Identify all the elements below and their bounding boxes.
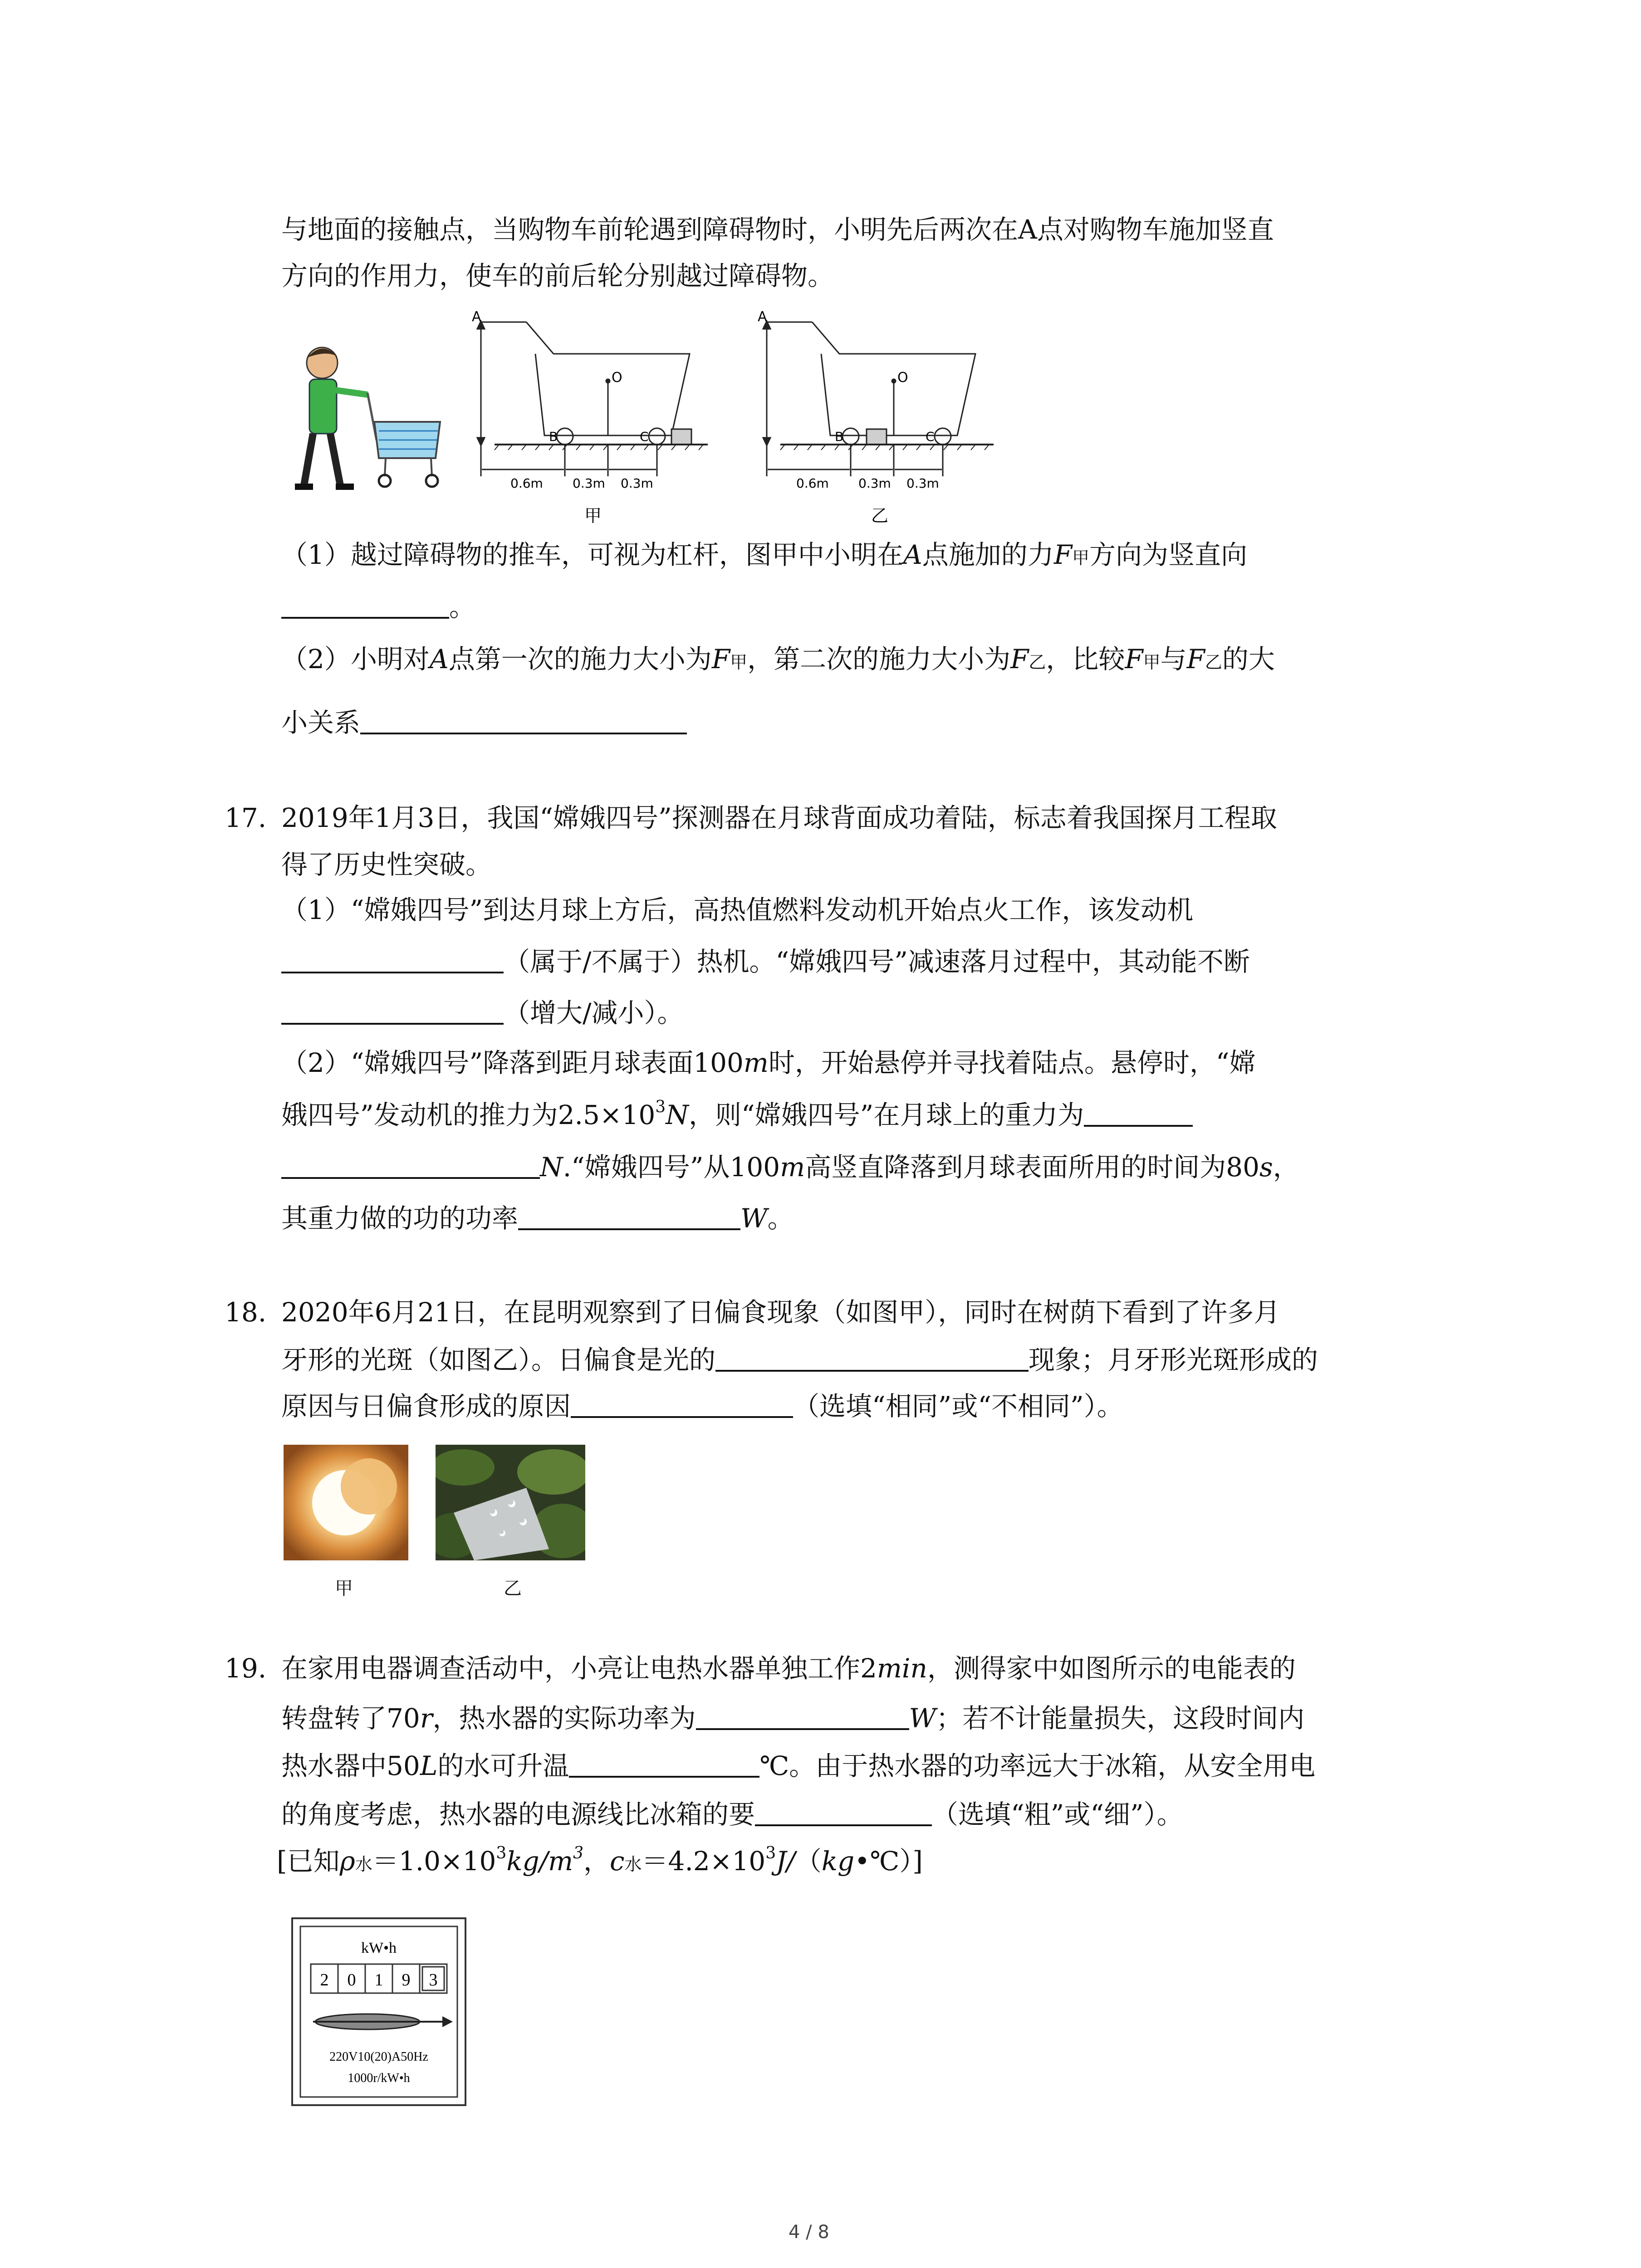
dim-03m-b-yi: 0.3m [906, 476, 939, 491]
superscript: 3 [496, 1844, 507, 1862]
var-f: F [1125, 644, 1143, 675]
text: •℃）] [854, 1846, 923, 1877]
partial-solar-eclipse-photo [284, 1445, 408, 1560]
text: （选填“相同”或“不相同”）。 [793, 1391, 1123, 1422]
text: （ [795, 1846, 822, 1877]
text: ， [1273, 1152, 1299, 1183]
unit: W [740, 1203, 768, 1234]
meter-unit-label: kW•h [361, 1940, 397, 1956]
var-f: F [1010, 644, 1029, 675]
caption-yi-q18: 乙 [504, 1578, 522, 1599]
text: 转盘转了70 [281, 1703, 420, 1734]
superscript: 3 [655, 1098, 666, 1116]
label-c-jia: C [640, 429, 649, 444]
caption-jia: 甲 [584, 506, 602, 526]
text: 现象；月牙形光斑形成的 [1029, 1344, 1318, 1375]
text: ，比较 [1046, 644, 1125, 675]
text: 。 [449, 591, 476, 622]
q18-line2 [281, 1343, 1318, 1377]
dim-03m-a-yi: 0.3m [858, 476, 891, 491]
q19-line3 [281, 1749, 1315, 1783]
unit: kg [821, 1846, 855, 1877]
text: （1）越过障碍物的推车，可视为杠杆，图甲中小明在 [281, 539, 903, 570]
subscript: 甲 [730, 652, 748, 672]
unit: N [540, 1152, 563, 1183]
answer-blank[interactable] [696, 1701, 909, 1730]
answer-blank[interactable] [569, 1749, 759, 1778]
text: ℃。由于热水器的功率远大于冰箱，从安全用电 [759, 1750, 1316, 1781]
answer-blank[interactable] [281, 590, 449, 619]
meter-spec-label: 220V10(20)A50Hz [329, 2050, 428, 2064]
text: 小关系 [281, 707, 361, 738]
crescent-light-spots-photo [436, 1445, 585, 1560]
meter-digit-5: 3 [429, 1970, 438, 1989]
dim-06m-yi: 0.6m [796, 476, 829, 491]
subscript: 乙 [1205, 652, 1222, 672]
text: 其重力做的功的功率 [281, 1203, 519, 1234]
electricity-meter-figure [290, 1916, 467, 2107]
q18-line1: 2020年6月21日，在昆明观察到了日偏食现象（如图甲），同时在树荫下看到了许多月 [281, 1297, 1280, 1328]
text: 与 [1160, 644, 1187, 675]
text: （增大/减小）。 [504, 997, 684, 1028]
q17-line4 [281, 944, 1250, 979]
meter-digit-3: 1 [374, 1970, 383, 1989]
shopping-cart-lever-figure [281, 308, 1043, 535]
subscript: 水 [355, 1854, 372, 1874]
label-b-jia: B [549, 429, 558, 444]
dim-03m-a-jia: 0.3m [573, 476, 605, 491]
label-a-jia: A [472, 309, 481, 325]
text: ， [583, 1846, 610, 1877]
q17-line6 [281, 1046, 1256, 1080]
answer-blank[interactable] [571, 1389, 793, 1418]
text: 热水器中50 [281, 1750, 420, 1781]
label-a-yi: A [758, 309, 767, 325]
q19-line2 [281, 1701, 1304, 1735]
q17-line2: 得了历史性突破。 [281, 849, 492, 880]
answer-blank[interactable] [281, 944, 504, 973]
symbol: c [610, 1846, 625, 1877]
label-o-jia: O [612, 370, 622, 386]
text: 方向为竖直向 [1089, 539, 1248, 570]
intro-line-1: 与地面的接触点，当购物车前轮遇到障碍物时，小明先后两次在A点对购物车施加竖直 [281, 214, 1274, 245]
q17-line7 [281, 1098, 1193, 1132]
dim-03m-b-jia: 0.3m [621, 476, 653, 491]
text: 高竖直降落到月球表面所用的时间为80 [805, 1152, 1260, 1183]
unit: L [420, 1750, 438, 1781]
answer-blank[interactable] [281, 1150, 540, 1179]
subscript: 水 [624, 1854, 642, 1874]
text: [已知 [277, 1846, 340, 1877]
unit: J/ [776, 1846, 795, 1877]
superscript: 3 [765, 1844, 776, 1862]
var-a: A [429, 644, 449, 675]
q17-line3: （1）“嫦娥四号”到达月球上方后，高热值燃料发动机开始点火工作，该发动机 [281, 894, 1194, 925]
meter-rate-label: 1000r/kW•h [348, 2071, 410, 2085]
var-f: F [1053, 539, 1073, 570]
dim-06m-jia: 0.6m [510, 476, 543, 491]
q17-line8 [281, 1150, 1299, 1184]
text: 的水可升温 [437, 1750, 569, 1781]
answer-blank[interactable] [518, 1201, 740, 1230]
answer-blank[interactable] [1084, 1098, 1193, 1127]
text: ，热水器的实际功率为 [432, 1703, 696, 1734]
q17-number: 17. [225, 802, 267, 833]
symbol: ρ [339, 1846, 355, 1877]
unit: r [420, 1703, 433, 1734]
q17-line5 [281, 996, 684, 1030]
unit: m [743, 1047, 769, 1078]
answer-blank[interactable] [755, 1797, 932, 1826]
label-o-yi: O [897, 370, 908, 386]
text: （2）小明对 [281, 644, 430, 675]
text: 时，开始悬停并寻找着陆点。悬停时，“嫦 [768, 1047, 1256, 1078]
q19-line1 [281, 1651, 1296, 1686]
unit: m [780, 1152, 805, 1183]
text: ＝4.2×10 [642, 1846, 766, 1877]
boy-pushing-cart-illustration [295, 347, 440, 490]
text: 点第一次的施力大小为 [448, 644, 712, 675]
q18-number: 18. [225, 1297, 267, 1328]
text: .“嫦娥四号”从100 [563, 1152, 780, 1183]
text: （选填“粗”或“细”）。 [932, 1799, 1183, 1830]
answer-blank[interactable] [360, 705, 687, 734]
text: 点施加的力 [922, 539, 1054, 570]
unit: kg/m [506, 1846, 573, 1877]
subscript: 甲 [1143, 652, 1161, 672]
text: 牙形的光斑（如图乙）。日偏食是光的 [281, 1344, 716, 1375]
text: 原因与日偏食形成的原因 [281, 1391, 571, 1422]
text: 。 [767, 1203, 794, 1234]
text: 在家用电器调查活动中，小亮让电热水器单独工作2 [281, 1653, 877, 1684]
intro-line-2: 方向的作用力，使车的前后轮分别越过障碍物。 [281, 260, 834, 291]
caption-jia-q18: 甲 [335, 1578, 353, 1599]
page-number: 4 / 8 [789, 2222, 829, 2243]
q16-part1-answer [281, 590, 475, 624]
lever-diagram-jia [477, 321, 708, 476]
superscript: 3 [573, 1844, 584, 1862]
var-f: F [1186, 644, 1205, 675]
q17-line1: 2019年1月3日，我国“嫦娥四号”探测器在月球背面成功着陆，标志着我国探月工程取 [281, 802, 1277, 833]
answer-blank[interactable] [281, 996, 504, 1025]
text: （2）“嫦娥四号”降落到距月球表面100 [281, 1047, 744, 1078]
q17-line9 [281, 1201, 794, 1236]
text: 娥四号”发动机的推力为2.5×10 [281, 1100, 656, 1130]
q19-line4 [281, 1797, 1183, 1832]
text: ＝1.0×10 [372, 1846, 496, 1877]
unit: N [666, 1100, 689, 1130]
var-a: A [903, 539, 922, 570]
unit: W [909, 1703, 936, 1734]
text: ，测得家中如图所示的电能表的 [927, 1653, 1296, 1684]
text: 的角度考虑，热水器的电源线比冰箱的要 [281, 1799, 755, 1830]
caption-yi: 乙 [871, 506, 889, 526]
meter-digit-2: 0 [347, 1970, 356, 1989]
subscript: 乙 [1029, 652, 1046, 672]
label-b-yi: B [835, 429, 844, 444]
answer-blank[interactable] [715, 1343, 1029, 1372]
text: 的大 [1222, 644, 1275, 675]
text: （属于/不属于）热机。“嫦娥四号”减速落月过程中，其动能不断 [504, 946, 1250, 977]
meter-digit-1: 2 [320, 1970, 329, 1989]
subscript: 甲 [1072, 548, 1090, 568]
text: ，则“嫦娥四号”在月球上的重力为 [688, 1100, 1084, 1130]
q16-part1 [281, 538, 1247, 575]
text: ，第二次的施力大小为 [747, 644, 1011, 675]
q16-part2-line2 [281, 705, 687, 740]
var-f: F [711, 644, 730, 675]
label-c-yi: C [926, 429, 935, 444]
q18-line3 [281, 1389, 1123, 1423]
q19-number: 19. [225, 1653, 267, 1684]
unit: s [1259, 1152, 1273, 1183]
q16-part2 [281, 642, 1275, 679]
unit: min [877, 1653, 927, 1684]
q19-line5-given [277, 1844, 923, 1882]
meter-digit-4: 9 [402, 1970, 411, 1989]
text: ；若不计能量损失，这段时间内 [936, 1703, 1305, 1734]
lever-diagram-yi [763, 321, 994, 476]
